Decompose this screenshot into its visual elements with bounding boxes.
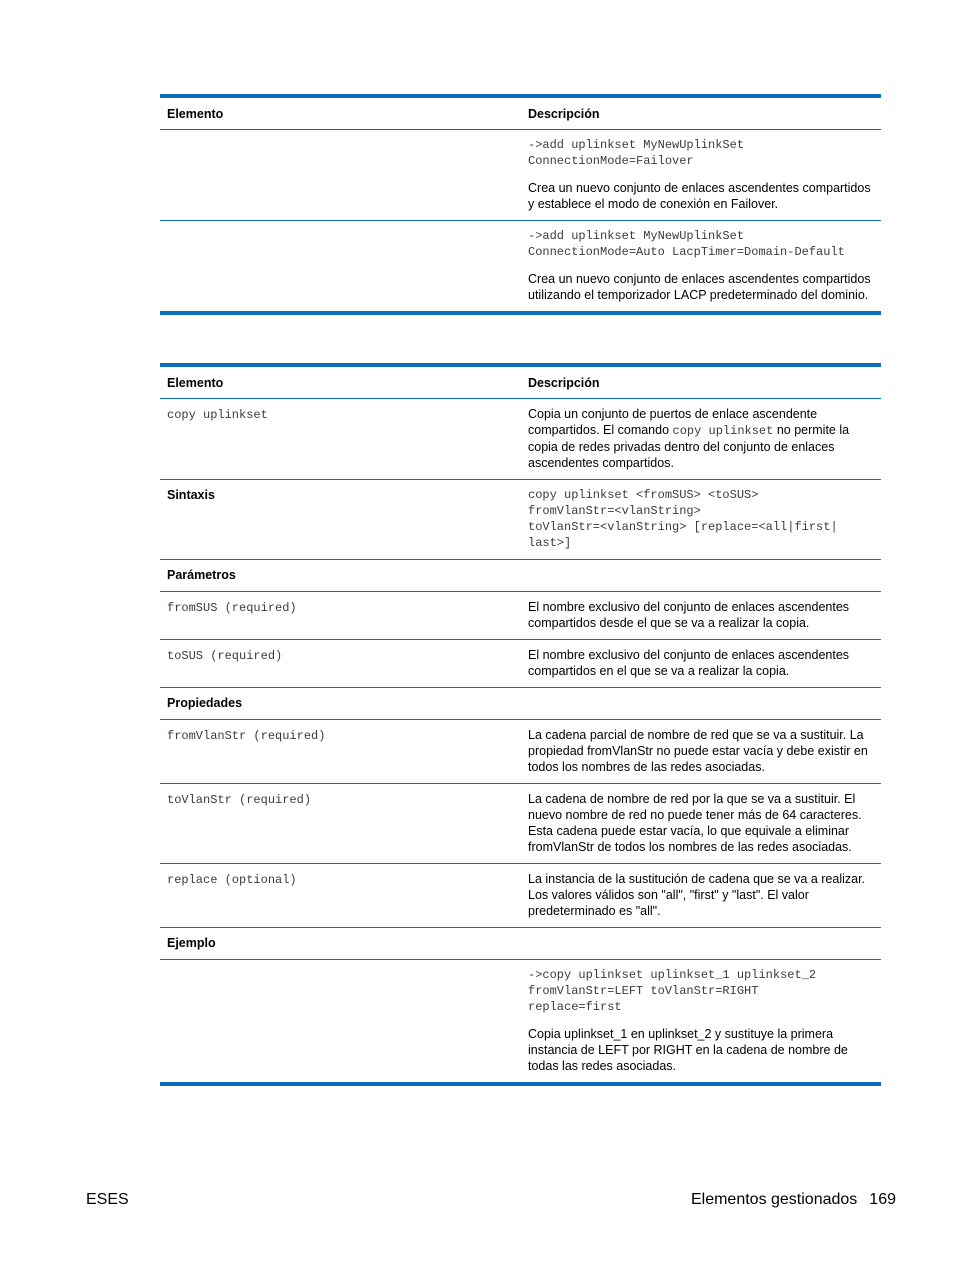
table-row [160, 130, 881, 221]
table-row [160, 720, 881, 784]
section-row [160, 688, 881, 720]
inline-code: copy uplinkset [672, 424, 774, 438]
table-row [160, 640, 881, 688]
example-label: Ejemplo [160, 928, 521, 960]
description-cell [521, 221, 881, 314]
column-header-description: Descripción [521, 96, 881, 130]
section-row [160, 928, 881, 960]
table-row [160, 864, 881, 928]
page-number: 169 [869, 1191, 896, 1208]
parameter-name: toSUS (required) [167, 649, 283, 663]
section-row [160, 560, 881, 592]
copy-uplinkset-table [160, 363, 881, 1086]
syntax-row [160, 480, 881, 560]
example-description: Crea un nuevo conjunto de enlaces ascendentes compartidos utilizando el temporizador LACP predeterminado del dominio. [528, 272, 871, 302]
footer-language-code: ESES [86, 1191, 129, 1208]
example-row [160, 960, 881, 1085]
property-name: fromVlanStr (required) [167, 729, 326, 743]
properties-label: Propiedades [160, 688, 521, 720]
parameter-description: El nombre exclusivo del conjunto de enlaces ascendentes compartidos desde el que se va a realizar la copia. [521, 592, 881, 640]
parameters-label: Parámetros [160, 560, 521, 592]
property-description: La cadena parcial de nombre de red que se va a sustituir. La propiedad fromVlanStr no puede estar vacía y debe existir en todos los nombres de las redes asociadas. [521, 720, 881, 784]
syntax-code: copy uplinkset <fromSUS> <toSUS> fromVlanStr=<vlanString> toVlanStr=<vlanString> [replace=<all|first| last>] [528, 488, 838, 550]
property-name: toVlanStr (required) [167, 793, 312, 807]
property-description: La instancia de la sustitución de cadena que se va a realizar. Los valores válidos son "all", "first" y "last". El valor predeterminado es "all". [521, 864, 881, 928]
command-description: Copia un conjunto de puertos de enlace ascendente compartidos. El comando copy uplinkset no permite la copia de redes privadas dentro del conjunto de enlaces ascendentes compartidos. [521, 399, 881, 480]
element-cell [160, 221, 521, 314]
add-uplinkset-examples-table [160, 94, 881, 315]
example-code: ->copy uplinkset uplinkset_1 uplinkset_2 fromVlanStr=LEFT toVlanStr=RIGHT replace=first [528, 968, 817, 1014]
property-name: replace (optional) [167, 873, 297, 887]
table-row [160, 784, 881, 864]
element-cell [160, 130, 521, 221]
footer-section-title: Elementos gestionados [690, 1191, 858, 1208]
example-code: ->add uplinkset MyNewUplinkSet ConnectionMode=Auto LacpTimer=Domain-Default [528, 229, 845, 259]
command-name: copy uplinkset [167, 408, 268, 422]
description-cell [521, 130, 881, 221]
table-row [160, 592, 881, 640]
column-header-description: Descripción [521, 365, 881, 399]
footer-page-info [691, 1191, 896, 1209]
table-row [160, 221, 881, 314]
syntax-label: Sintaxis [160, 480, 521, 560]
example-description: Crea un nuevo conjunto de enlaces ascendentes compartidos y establece el modo de conexión en Failover. [528, 181, 871, 211]
example-description: Copia uplinkset_1 en uplinkset_2 y sustituye la primera instancia de LEFT por RIGHT en la cadena de nombre de todas las redes asociadas. [528, 1027, 848, 1073]
column-header-element: Elemento [160, 96, 521, 130]
parameter-description: El nombre exclusivo del conjunto de enlaces ascendentes compartidos en el que se va a realizar la copia. [521, 640, 881, 688]
parameter-name: fromSUS (required) [167, 601, 297, 615]
table-header-row [160, 96, 881, 130]
property-description: La cadena de nombre de red por la que se va a sustituir. El nuevo nombre de red no puede tener más de 64 caracteres. Esta cadena puede estar vacía, lo que equivale a eliminar fromVlanStr de todos los nombres de las redes asociadas. [521, 784, 881, 864]
example-code: ->add uplinkset MyNewUplinkSet ConnectionMode=Failover [528, 138, 745, 168]
table-header-row [160, 365, 881, 399]
column-header-element: Elemento [160, 365, 521, 399]
command-row [160, 399, 881, 480]
